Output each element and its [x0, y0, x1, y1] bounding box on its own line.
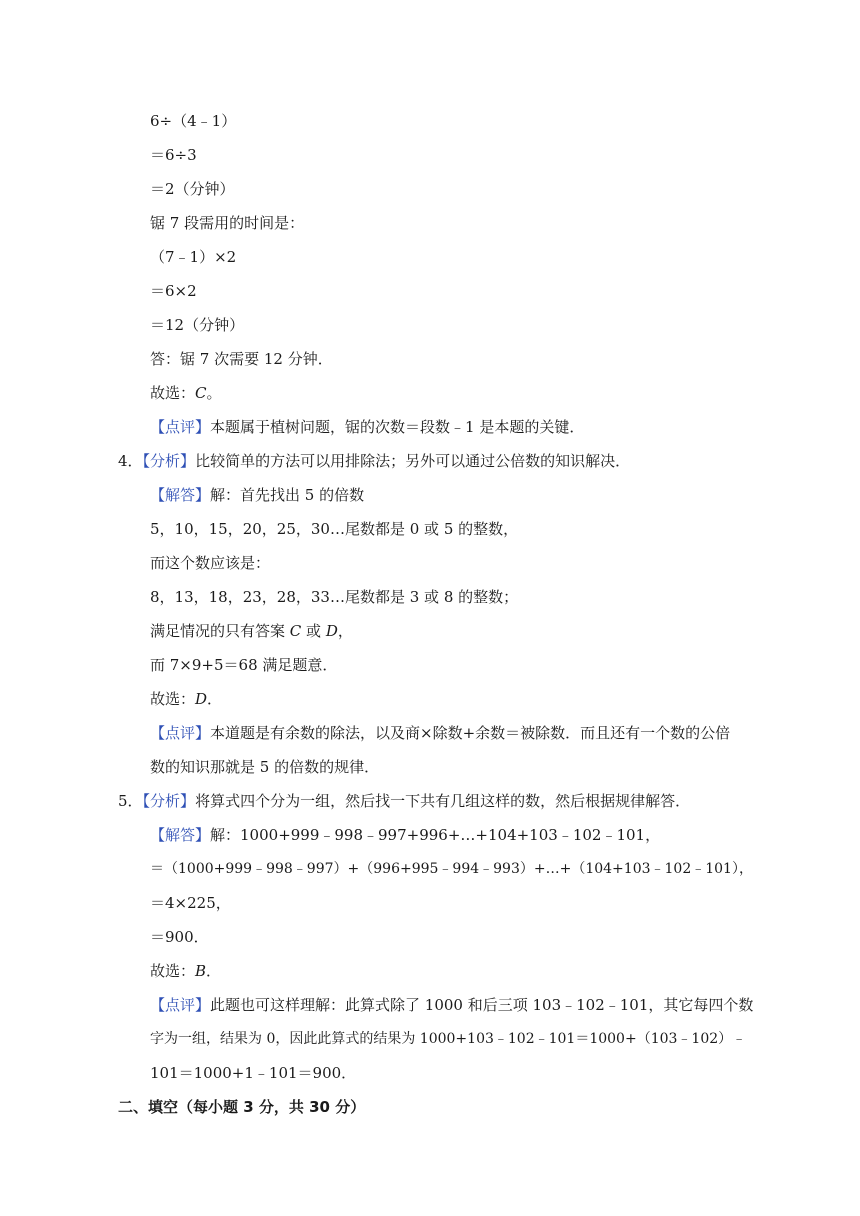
q4-line-2: 而这个数应该是： — [150, 554, 271, 572]
review-tag: 【点评】 — [150, 418, 211, 436]
analysis-tag: 【分析】 — [142, 792, 196, 810]
choice-prefix: 故选： — [150, 962, 196, 980]
q5-choice-line — [150, 961, 221, 981]
q5-review-line-3: 101＝1000+1﹣101＝900． — [150, 1064, 357, 1082]
q3-answer-line: 答：锯 7 次需要 12 分钟． — [150, 350, 333, 368]
q3-line-7: ＝12（分钟） — [150, 316, 245, 334]
q5-review-line-2: 字为一组，结果为 0，因此此算式的结果为 1000+103﹣102﹣101＝1000+（103﹣102）﹣ — [150, 1031, 747, 1047]
review-text: 此题也可这样理解：此算式除了 1000 和后三项 103﹣102﹣101，其它每四个数 — [210, 996, 754, 1014]
answer-tag: 【解答】 — [150, 486, 211, 504]
answer-text: 解：首先找出 5 的倍数 — [210, 486, 365, 504]
q3-line-1: 6÷（4﹣1） — [150, 112, 237, 130]
q5-answer-line — [150, 825, 660, 845]
choice-letter: C — [289, 622, 302, 640]
choice-letter: D — [195, 690, 208, 708]
choice-letter: D — [325, 622, 338, 640]
analysis-text: 比较简单的方法可以用排除法；另外可以通过公倍数的知识解决． — [195, 452, 631, 470]
text-span: 满足情况的只有答案 — [150, 622, 290, 640]
q5-line-1: ＝（1000+999﹣998﹣997）+（996+995﹣994﹣993）+…+（104+103﹣102﹣101）， — [150, 861, 753, 877]
q3-line-5: （7﹣1）×2 — [150, 248, 237, 266]
q3-choice-line — [150, 383, 222, 403]
q5-analysis-line — [118, 791, 690, 811]
q3-review-line — [150, 417, 584, 437]
q3-line-6: ＝6×2 — [150, 282, 197, 300]
q3-line-4: 锯 7 段需用的时间是： — [150, 214, 305, 232]
q4-choice-line — [150, 689, 222, 709]
q4-answer-line — [150, 485, 364, 505]
choice-letter: B — [195, 962, 207, 980]
q4-line-5: 而 7×9+5＝68 满足题意． — [150, 656, 338, 674]
q3-line-2: ＝6÷3 — [150, 146, 197, 164]
q5-review-line-1 — [150, 995, 753, 1015]
choice-prefix: 故选： — [150, 690, 196, 708]
question-number: 4． — [118, 452, 143, 470]
question-number: 5． — [118, 792, 143, 810]
q4-line-1: 5，10，15，20，25，30…尾数都是 0 或 5 的整数， — [150, 520, 519, 538]
text-span: ， — [337, 622, 353, 640]
q4-review-line-2: 数的知识那就是 5 的倍数的规律． — [150, 758, 380, 776]
q5-line-2: ＝4×225， — [150, 894, 231, 912]
analysis-text: 将算式四个分为一组，然后找一下共有几组这样的数，然后根据规律解答． — [195, 792, 691, 810]
answer-tag: 【解答】 — [150, 826, 211, 844]
q4-analysis-line — [118, 451, 630, 471]
review-text: 本题属于植树问题，锯的次数＝段数﹣1 是本题的关键． — [210, 418, 585, 436]
choice-suffix: 。 — [206, 384, 222, 402]
q4-line-4 — [150, 621, 353, 641]
q4-line-3: 8，13，18，23，28，33…尾数都是 3 或 8 的整数； — [150, 588, 519, 606]
choice-prefix: 故选： — [150, 384, 196, 402]
choice-letter: C — [195, 384, 207, 402]
q4-review-line-1 — [150, 723, 730, 743]
review-text: 本道题是有余数的除法，以及商×除数+余数＝被除数．而且还有一个数的公倍 — [210, 724, 731, 742]
choice-suffix: ． — [207, 690, 223, 708]
text-span: 或 — [301, 622, 326, 640]
review-tag: 【点评】 — [150, 996, 211, 1014]
review-tag: 【点评】 — [150, 724, 211, 742]
q3-line-3: ＝2（分钟） — [150, 180, 235, 198]
answer-text: 解：1000+999﹣998﹣997+996+…+104+103﹣102﹣101， — [210, 826, 661, 844]
q5-line-3: ＝900． — [150, 928, 209, 946]
analysis-tag: 【分析】 — [142, 452, 196, 470]
section-heading: 二、填空（每小题 3 分，共 30 分） — [118, 1098, 366, 1116]
choice-suffix: ． — [206, 962, 222, 980]
